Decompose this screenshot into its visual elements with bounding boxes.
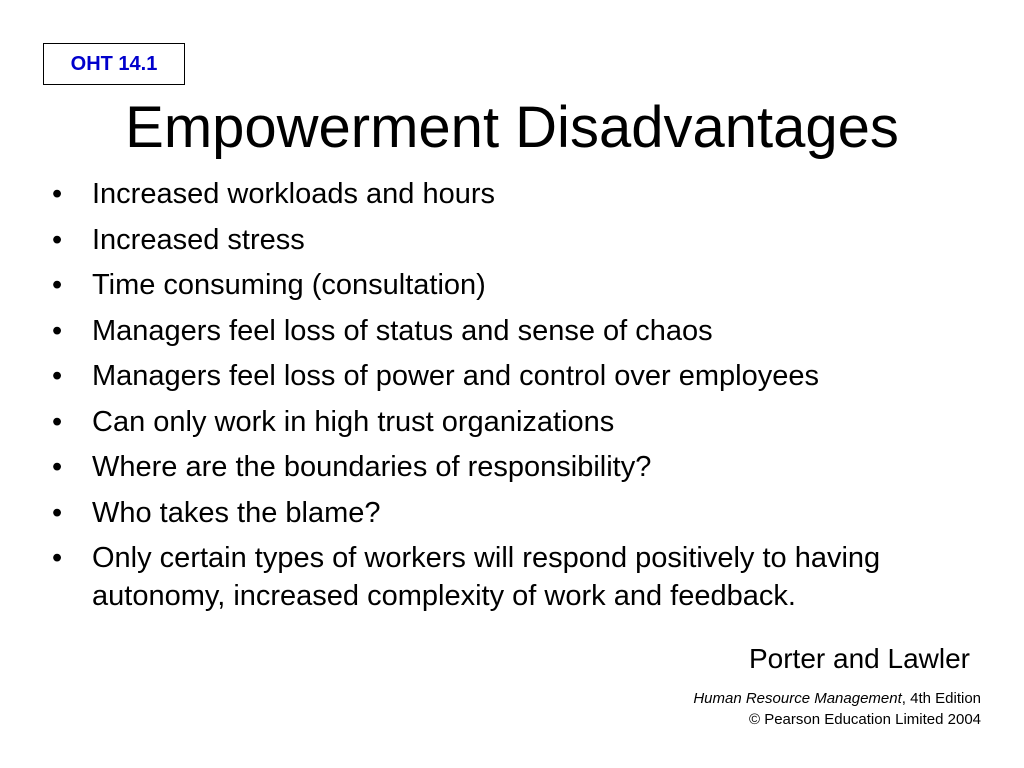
bullet-text: Increased workloads and hours — [92, 178, 496, 210]
bullet-item — [52, 539, 952, 615]
bullet-item — [52, 175, 952, 213]
bullet-marker: • — [52, 451, 63, 483]
footer — [693, 688, 981, 730]
bullet-list — [52, 175, 952, 623]
bullet-marker: • — [52, 360, 63, 392]
bullet-item — [52, 448, 952, 486]
bullet-text: Where are the boundaries of responsibility? — [92, 451, 652, 483]
bullet-text: Who takes the blame? — [92, 496, 381, 529]
bullet-marker: • — [52, 223, 63, 256]
bullet-marker: • — [52, 496, 63, 529]
bullet-text: Can only work in high trust organizations — [92, 405, 615, 438]
footer-edition: , 4th Edition — [901, 690, 981, 707]
bullet-marker: • — [52, 269, 63, 301]
bullet-text: Time consuming (consultation) — [92, 269, 486, 301]
bullet-marker: • — [52, 405, 63, 438]
bullet-text: Managers feel loss of status and sense of chaos — [92, 314, 713, 347]
bullet-text: Only certain types of workers will respond positively to having autonomy, increased complexity of work and feedback. — [92, 542, 881, 612]
bullet-item — [52, 266, 952, 304]
footer-copyright: © Pearson Education Limited 2004 — [748, 711, 981, 728]
bullet-marker: • — [52, 178, 63, 210]
slide-number-label: OHT 14.1 — [43, 43, 185, 85]
footer-book-title: Human Resource Management — [693, 690, 902, 707]
bullet-item — [52, 494, 952, 532]
bullet-marker: • — [52, 314, 63, 347]
slide-title: Empowerment Disadvantages — [125, 95, 899, 160]
attribution: Porter and Lawler — [748, 643, 970, 674]
bullet-item — [52, 403, 952, 441]
bullet-item — [52, 221, 952, 259]
bullet-item — [52, 357, 952, 395]
bullet-text: Managers feel loss of power and control over employees — [92, 360, 819, 392]
footer-book-line — [693, 688, 981, 709]
bullet-item — [52, 312, 952, 350]
bullet-text: Increased stress — [92, 223, 305, 256]
bullet-marker: • — [52, 542, 63, 574]
